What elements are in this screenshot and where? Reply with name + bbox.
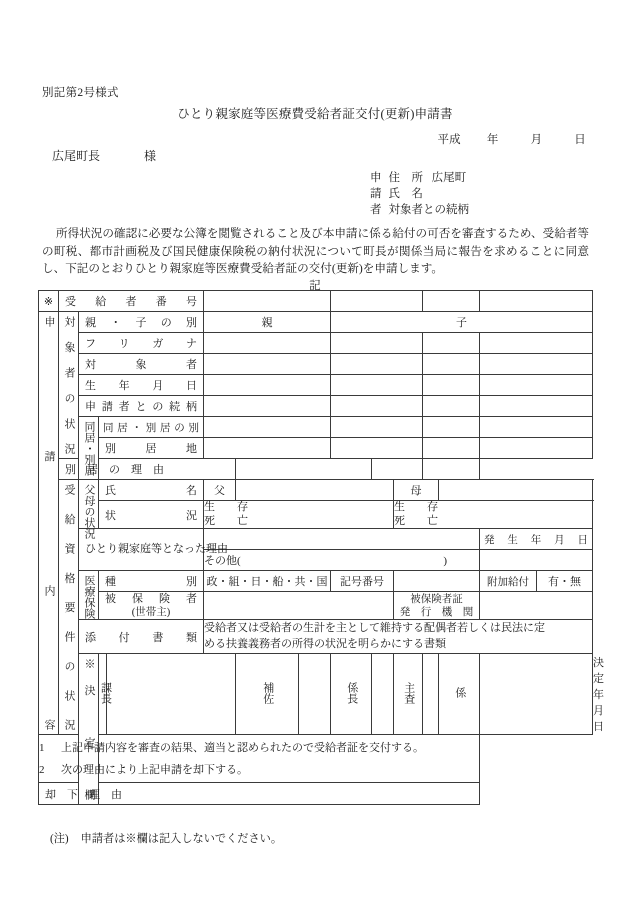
insurance-type-label: 種 別 <box>99 571 204 592</box>
table-row-separate-address <box>39 438 593 459</box>
mother-status-cell[interactable] <box>394 501 593 529</box>
birthdate-cell-1[interactable] <box>204 375 331 396</box>
parents-name-label: 氏 名 <box>99 480 204 501</box>
relation-cell-1[interactable] <box>204 396 331 417</box>
cohabit-type-cell-4[interactable] <box>480 417 593 438</box>
officer-stamp-kakari[interactable] <box>480 654 593 735</box>
insured-label: 被 保 険 者 (世帯主) <box>99 592 204 620</box>
date-year-label: 年 <box>486 134 499 146</box>
applicant-vertical-label <box>370 170 382 218</box>
insured-name-cell[interactable] <box>204 592 394 620</box>
applicant-vertical-char-2: 者 <box>370 204 382 216</box>
parent-child-label: 親 ・ 子 の 別 <box>79 312 204 333</box>
father-label: 父 <box>204 480 236 501</box>
additional-benefit-label: 附加給付 <box>480 571 537 592</box>
rejection-reason-cell[interactable] <box>99 783 480 805</box>
furigana-cell-4[interactable] <box>480 333 593 354</box>
birthdate-cell-4[interactable] <box>480 375 593 396</box>
table-row-parents-status <box>39 501 593 529</box>
mother-deceased-option[interactable]: 死 亡 <box>394 514 439 527</box>
birthdate-cell-3[interactable] <box>423 375 480 396</box>
table-row-attachment <box>39 620 593 654</box>
date-line <box>437 131 586 147</box>
separate-address-cell-1[interactable] <box>204 438 331 459</box>
table-row-cohabit-type <box>39 417 593 438</box>
officer-title-kakaricho: 係長 <box>331 654 372 735</box>
reason-other-close: ) <box>443 555 448 567</box>
father-deceased-option[interactable]: 死 亡 <box>204 514 248 527</box>
table-row-decision-items <box>39 735 593 783</box>
date-day-label: 日 <box>574 134 586 146</box>
officer-title-kakari: 係 <box>439 654 480 735</box>
relation-cell-2[interactable] <box>331 396 423 417</box>
table-row-separate-reason <box>39 459 593 480</box>
date-era: 平成 <box>437 134 461 146</box>
officer-title-shusa: 主査 <box>394 654 423 735</box>
decision-item-2[interactable]: 2 次の理由により上記申請を却下する。 <box>39 763 248 776</box>
addressee-name: 広尾町長 <box>52 149 101 163</box>
furigana-cell-2[interactable] <box>331 333 423 354</box>
consent-paragraph: 所得状況の確認に必要な公簿を閲覧されること及び本申請に係る給付の可否を審査するため、受給者等の町税、都市計画税及び国民健康保険税の納付状況について町長が関係当局に報告を求めることに同意し、下記のとおりひとり親家庭等医療費受給者証の交付(更新)を申請します。 <box>42 227 589 275</box>
footer-note <box>50 830 282 846</box>
birthdate-label: 生 年 月 日 <box>79 375 204 396</box>
attachment-label: 添 付 書 類 <box>79 620 204 654</box>
furigana-cell-3[interactable] <box>423 333 480 354</box>
table-row-furigana <box>39 333 593 354</box>
separate-address-cell-2[interactable] <box>331 438 423 459</box>
target-person-label: 対 象 者 <box>79 354 204 375</box>
applicant-name-row <box>389 186 470 202</box>
target-person-cell-1[interactable] <box>204 354 331 375</box>
birthdate-cell-2[interactable] <box>331 375 423 396</box>
relation-label: 申請者との続柄 <box>79 396 204 417</box>
occurrence-date-cell[interactable] <box>480 550 593 571</box>
ki-mark: 記 <box>309 280 321 292</box>
table-row-rejection-reason <box>39 783 593 805</box>
applicant-fields <box>389 170 470 218</box>
table-row-insured <box>39 592 593 620</box>
furigana-cell-1[interactable] <box>204 333 331 354</box>
separate-reason-cell-4[interactable] <box>423 459 480 480</box>
decision-item-1[interactable]: 1 上記申請内容を審査の結果、適当と認められたので受給者証を交付する。 <box>39 741 424 754</box>
parents-status-label: 状 況 <box>99 501 204 529</box>
applicant-vertical-char-1: 請 <box>370 188 382 200</box>
target-person-cell-3[interactable] <box>423 354 480 375</box>
parent-child-parent[interactable]: 親 <box>204 312 331 333</box>
furigana-label: フ リ ガ ナ <box>79 333 204 354</box>
insurance-group-label: 医療保険 <box>79 571 99 620</box>
cohabit-type-cell-3[interactable] <box>423 417 480 438</box>
table-row-target-person <box>39 354 593 375</box>
recipient-number-mark: ※ <box>39 291 59 312</box>
mother-label: 母 <box>394 480 439 501</box>
separate-address-cell-3[interactable] <box>423 438 480 459</box>
issuer-cell[interactable] <box>480 592 593 620</box>
cohabit-type-cell-1[interactable] <box>204 417 331 438</box>
application-table <box>38 290 605 805</box>
recipient-number-cell-1[interactable] <box>204 291 331 312</box>
page-title: ひとり親家庭等医療費受給者証交付(更新)申請書 <box>177 107 453 121</box>
occurrence-date-label: 発 生 年 月 日 <box>480 529 593 550</box>
table-row-insurance-type <box>39 571 593 592</box>
insurance-symbol-number-cell[interactable] <box>394 571 480 592</box>
mother-name-cell[interactable] <box>439 480 593 501</box>
attachment-text: 受給者又は受給者の生計を主として維持する配偶者若しくは民法に定 める扶養義務者の所得の状況を明らかにする書類 <box>204 620 593 654</box>
target-person-cell-2[interactable] <box>331 354 423 375</box>
recipient-number-label: 受 給 者 番 号 <box>59 291 204 312</box>
form-code: 別記第2号様式 <box>42 87 119 99</box>
addressee-honorific: 様 <box>144 149 157 163</box>
table-row-relation <box>39 396 593 417</box>
insurance-symbol-number-label: 記号番号 <box>331 571 394 592</box>
father-name-cell[interactable] <box>236 480 394 501</box>
addressee <box>52 147 156 164</box>
applicant-block <box>370 170 469 218</box>
table-row-parent-child <box>39 312 593 333</box>
applicant-vertical-char-0: 申 <box>370 172 382 184</box>
reason-other-label: その他( <box>204 555 241 567</box>
table-row-reason-1 <box>39 529 593 550</box>
separate-reason-cell-2[interactable] <box>236 459 372 480</box>
applicant-address-row <box>389 170 470 186</box>
table-row-birthdate <box>39 375 593 396</box>
mother-alive-option[interactable]: 生 存 <box>394 501 439 513</box>
relation-cell-3[interactable] <box>423 396 480 417</box>
rejection-reason-label: 却 下 理 由 <box>39 783 99 805</box>
date-month-label: 月 <box>530 134 543 146</box>
father-status-cell[interactable] <box>204 501 394 529</box>
cohabit-type-cell-2[interactable] <box>331 417 423 438</box>
parents-status-group-label: 父母の状況 <box>79 480 99 529</box>
table-row-decision-officers: ※決 定 欄 課長 補佐 係長 主査 係 決定年月日 <box>39 654 593 735</box>
table-row-parents-name <box>39 480 593 501</box>
recipient-number-cell-2[interactable] <box>331 291 423 312</box>
footer-note-text: 申請者は※欄は記入しないでください。 <box>80 833 283 845</box>
separate-address-label: 別 居 地 <box>99 438 204 459</box>
separate-reason-label: 別 居 の 理 由 <box>59 459 99 480</box>
issuer-label: 被保険者証 発 行 機 関 <box>394 592 480 620</box>
decision-mark-label: ※決 定 欄 <box>79 654 99 805</box>
relation-cell-4[interactable] <box>480 396 593 417</box>
additional-benefit-yes-no[interactable]: 有・無 <box>537 571 593 592</box>
footer-note-label: (注) <box>50 833 69 845</box>
section-label-eligibility: 受給資格要件の状況 <box>59 480 79 735</box>
decision-items <box>39 735 480 783</box>
applicant-relation-row <box>389 202 470 218</box>
recipient-number-cell-3[interactable] <box>423 291 480 312</box>
separate-reason-cell-3[interactable] <box>372 459 423 480</box>
father-alive-option[interactable]: 生 存 <box>204 501 248 513</box>
target-person-cell-4[interactable] <box>480 354 593 375</box>
officer-stamp-kakaricho[interactable] <box>372 654 394 735</box>
cohabit-type-label: 同居・別居の別 <box>99 417 204 438</box>
officer-title-kacho: 課長 <box>99 654 107 735</box>
officer-stamp-kacho[interactable] <box>107 654 236 735</box>
section-label-target-status: 対象者の状況 <box>59 312 79 459</box>
parent-child-child[interactable]: 子 <box>331 312 593 333</box>
officer-stamp-shusa[interactable] <box>423 654 439 735</box>
reason-label: ひとり親家庭等となった理由 <box>79 529 204 571</box>
table-row-recipient-number <box>39 291 593 312</box>
reason-other-cell[interactable] <box>204 550 480 571</box>
officer-stamp-hosa[interactable] <box>299 654 331 735</box>
recipient-number-cell-4[interactable] <box>480 291 593 312</box>
applicant-relation-label: 対象者との続柄 <box>388 204 469 216</box>
separate-address-cell-4[interactable] <box>480 438 593 459</box>
side-label-application: 申 請 内 容 <box>39 312 59 735</box>
officer-title-hosa: 補佐 <box>236 654 299 735</box>
applicant-name-label: 氏 名 <box>388 188 423 200</box>
applicant-address-value[interactable]: 広尾町 <box>431 172 467 184</box>
cohabit-group-label: 同居・別居 <box>79 417 99 480</box>
applicant-address-label: 住 所 <box>388 172 423 184</box>
reason-cell-main[interactable] <box>204 529 480 550</box>
insurance-type-options[interactable]: 政・組・日・船・共・国 <box>204 571 331 592</box>
